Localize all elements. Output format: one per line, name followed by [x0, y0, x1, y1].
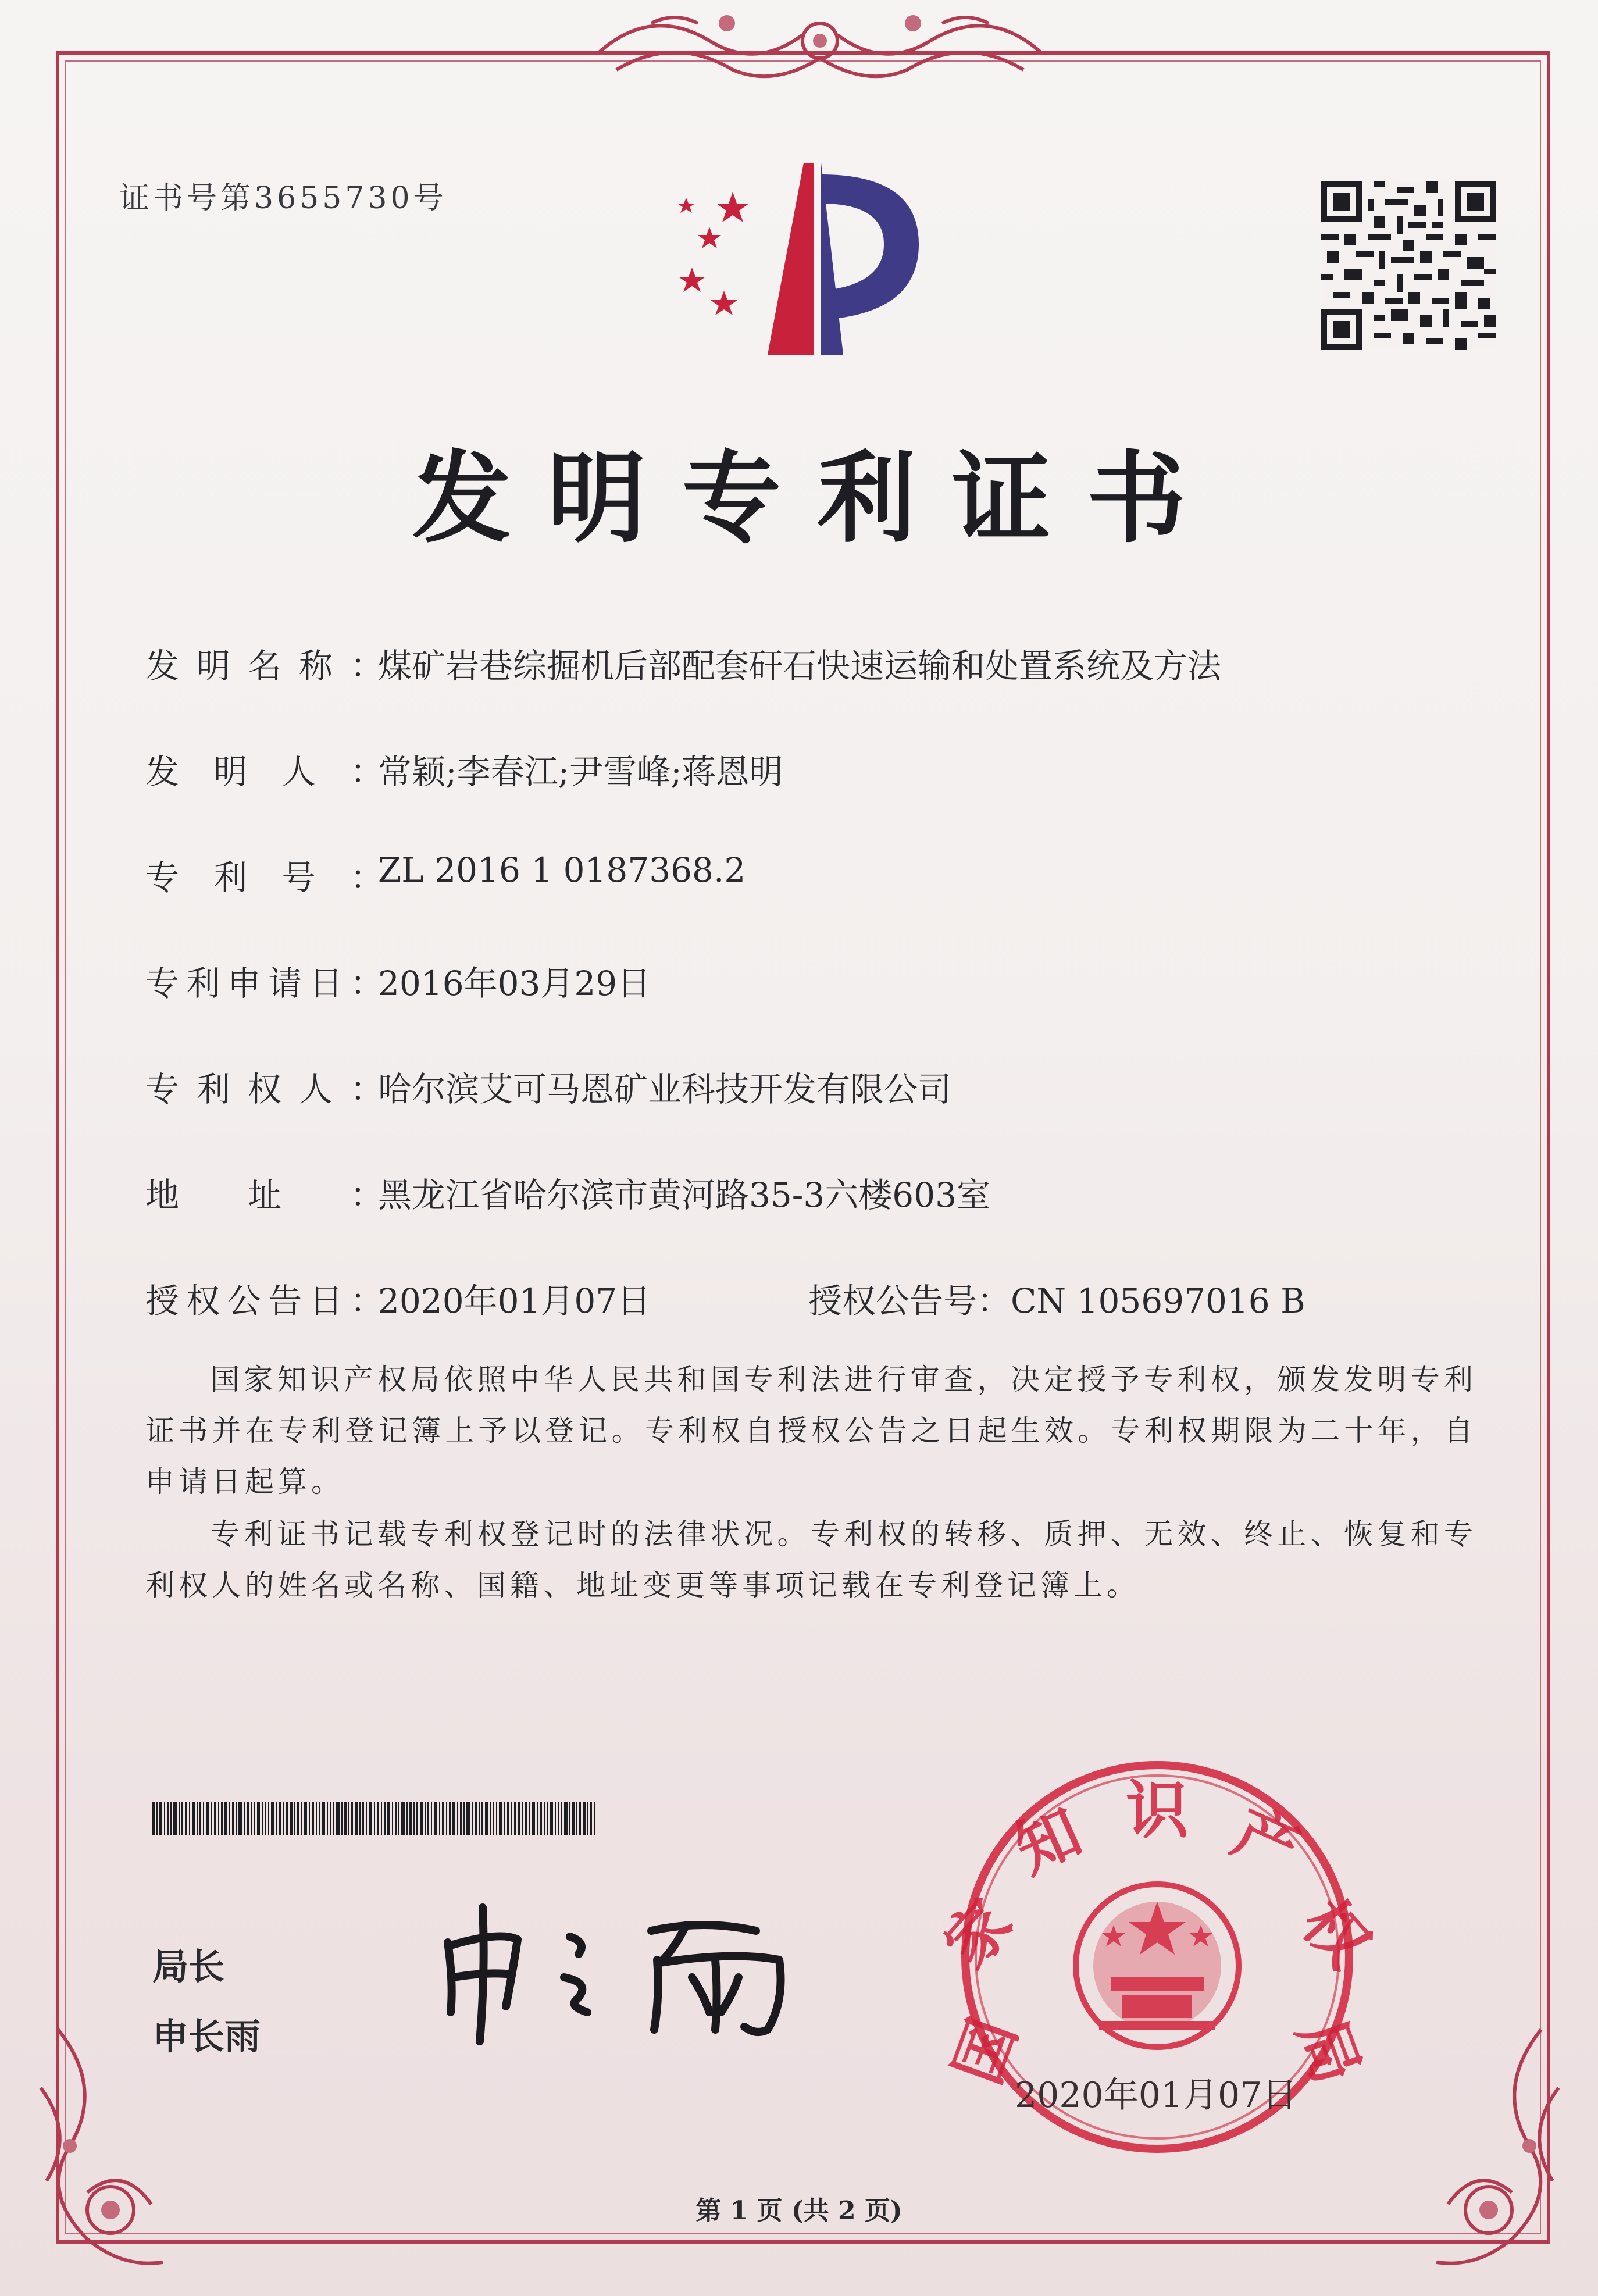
cnipa-logo-icon — [669, 157, 948, 366]
field-label — [145, 1168, 384, 1217]
paragraph-grant: 国家知识产权局依照中华人民共和国专利法进行审查，决定授予专利权，颁发发明专利证书并在专利登记簿上予以登记。专利权自授权公告之日起生效。专利权期限为二十年，自申请日起算。 — [145, 1363, 1477, 1499]
field-value: 黑龙江省哈尔滨市黄河路35-3六楼603室 — [378, 1175, 991, 1215]
label-char: 号 — [281, 858, 316, 897]
field-value: 2020年01月07日 — [378, 1281, 651, 1321]
label-char: 专 — [145, 1069, 180, 1109]
label-char: ： — [349, 752, 384, 792]
svg-text:国: 国 — [941, 2009, 1031, 2094]
field-label — [145, 1274, 384, 1322]
field-label — [145, 744, 384, 793]
label-char: ： — [349, 1175, 384, 1215]
field-label — [145, 639, 384, 687]
field-value: 煤矿岩巷综掘机后部配套矸石快速运输和处置系统及方法 — [378, 646, 1222, 686]
svg-text:知: 知 — [1005, 1795, 1092, 1888]
label-char: 地 — [145, 1175, 180, 1215]
field-label — [145, 850, 384, 899]
label-char: 人 — [298, 1069, 333, 1109]
barcode-icon — [152, 1802, 595, 1835]
label-char: 权 — [186, 1281, 220, 1321]
svg-text:家: 家 — [930, 1886, 1027, 1982]
corner-ornament-right-icon — [1425, 2018, 1576, 2286]
label-char: 明 — [196, 646, 230, 686]
label-char: ： — [349, 1281, 384, 1321]
director-title: 局长 — [152, 1945, 225, 1988]
field-label — [145, 956, 384, 1005]
label-char: 人 — [281, 752, 316, 792]
certificate-number: 证书号第3655730号 — [119, 181, 447, 216]
label-char: 利 — [213, 858, 248, 897]
label-char: 申 — [227, 964, 261, 1003]
label-char: 称 — [298, 646, 333, 686]
field-value: 2016年03月29日 — [378, 964, 651, 1003]
label-char: 权 — [247, 1069, 281, 1109]
label-char: 专 — [145, 858, 180, 897]
label-char: 专 — [145, 964, 180, 1003]
svg-text:局: 局 — [1283, 2009, 1374, 2094]
field-value: 哈尔滨艾可马恩矿业科技开发有限公司 — [378, 1069, 952, 1109]
field-value: ZL 2016 1 0187368.2 — [378, 850, 746, 890]
label-char: 授 — [145, 1281, 180, 1321]
corner-ornament-left-icon — [23, 2018, 174, 2286]
field-value: CN 105697016 B — [1011, 1281, 1305, 1321]
label-char: 利 — [186, 964, 220, 1003]
field-label: 授权公告号： — [808, 1281, 1011, 1321]
top-ornament-icon — [582, 0, 1058, 99]
svg-text:识: 识 — [1125, 1774, 1189, 1847]
label-char: ： — [349, 1069, 384, 1109]
label-char: 公 — [227, 1281, 261, 1321]
certificate-title: 发明专利证书 — [412, 440, 1222, 557]
label-char: ： — [349, 646, 384, 686]
label-char: 名 — [247, 646, 281, 686]
director-signature-icon — [430, 1896, 826, 2047]
label-char: 日 — [309, 964, 343, 1003]
field-announcement-number — [808, 1274, 1305, 1320]
label-char: 请 — [268, 964, 302, 1003]
director-name: 申长雨 — [152, 2015, 261, 2058]
field-label — [145, 1062, 384, 1111]
svg-text:权: 权 — [1287, 1886, 1384, 1982]
label-char: 利 — [196, 1069, 230, 1109]
label-char: 发 — [145, 752, 180, 792]
field-value: 常颖;李春江;尹雪峰;蒋恩明 — [378, 752, 783, 792]
label-char: 日 — [309, 1281, 343, 1321]
paragraph-legal-status: 专利证书记载专利权登记时的法律状况。专利权的转移、质押、无效、终止、恢复和专利权人的姓名或名称、国籍、地址变更等事项记载在专利登记簿上。 — [145, 1517, 1477, 1602]
qr-code-icon — [1321, 181, 1496, 350]
label-char: 告 — [268, 1281, 302, 1321]
label-char: ： — [349, 858, 384, 897]
page-indicator: 第 1 页 (共 2 页) — [695, 2196, 903, 2226]
svg-text:产: 产 — [1222, 1795, 1310, 1888]
label-char: 址 — [247, 1175, 281, 1215]
label-char: 明 — [213, 752, 248, 792]
seal-date: 2020年01月07日 — [1015, 2075, 1297, 2116]
label-char: ： — [349, 964, 384, 1003]
label-char: 发 — [145, 646, 180, 686]
